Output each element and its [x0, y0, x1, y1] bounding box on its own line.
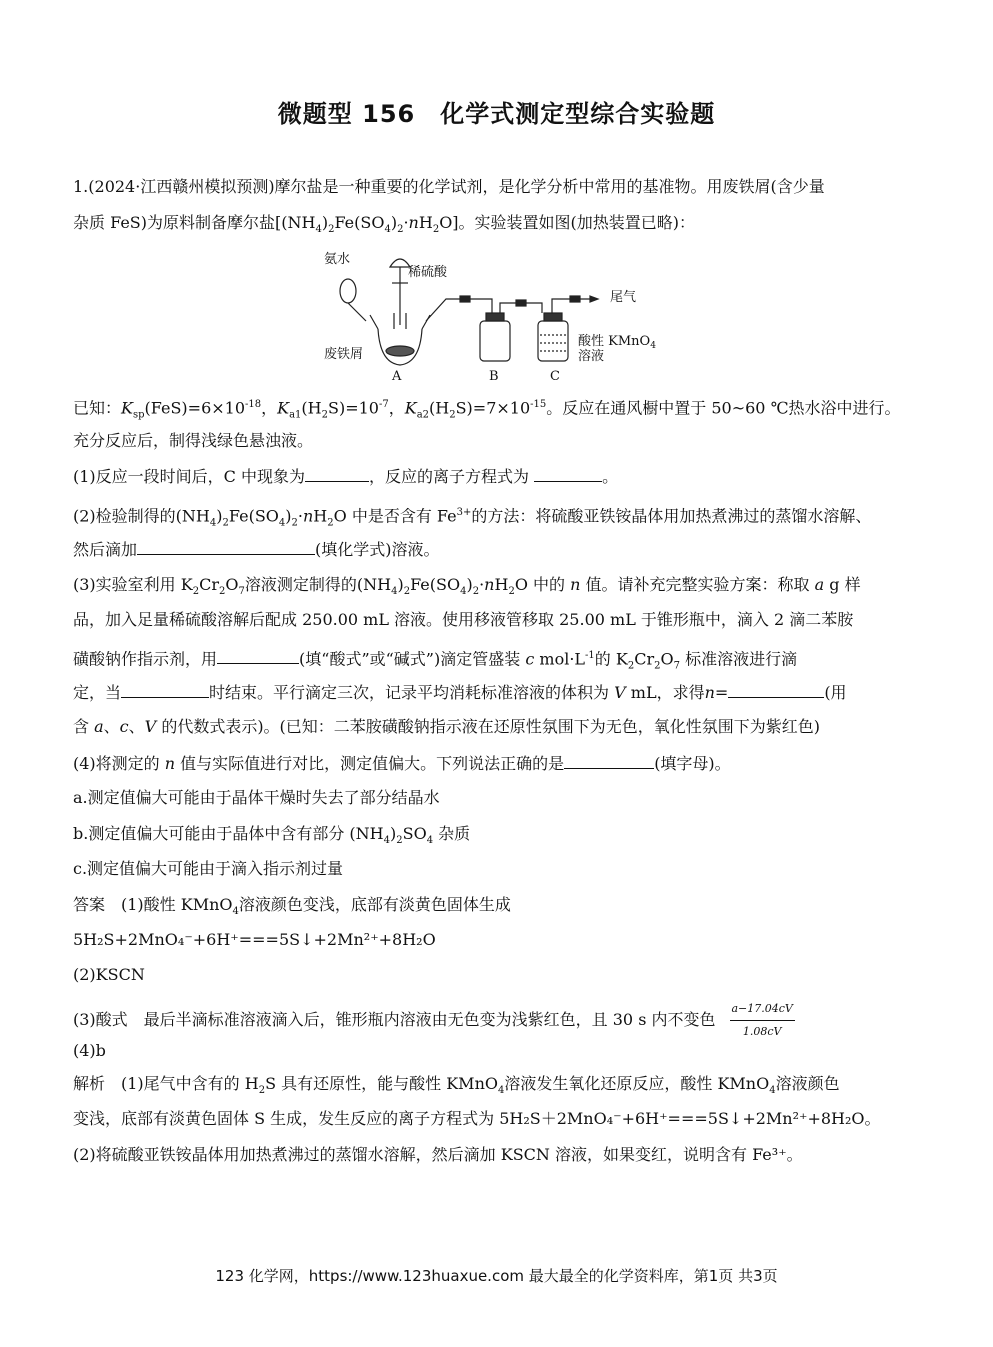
blank-3a[interactable] [217, 647, 299, 664]
part3-line4: 定，当 时结束。平行滴定三次，记录平均消耗标准溶液的体积为 V mL，求得n= (用 [73, 683, 847, 702]
blank-2[interactable] [137, 538, 315, 555]
apparatus-diagram [320, 243, 680, 388]
answer-line4: (3)酸式 最后半滴标准溶液滴入后，锥形瓶内溶液由无色变为浅紫红色，且 30 s 内不变色 $\frac{a-17.04cV}{1.08cV}$ [73, 998, 795, 1043]
part3-line2: 品，加入足量稀硫酸溶解后配成 250.00 mL 溶液。使用移液管移取 25.00 mL 于锥形瓶中，滴入 2 滴二苯胺 [73, 610, 854, 629]
fraction: $\frac{a-17.04cV}{1.08cV}$ [730, 998, 795, 1043]
part1: (1)反应一段时间后，C 中现象为 ，反应的离子方程式为 。 [73, 467, 619, 486]
label-solution: 溶液 [578, 349, 605, 364]
label-iron-scrap: 废铁屑 [324, 347, 364, 362]
option-a: a.测定值偏大可能由于晶体干燥时失去了部分结晶水 [73, 788, 440, 807]
answer-line2: 5H₂S+2MnO₄⁻+6H⁺===5S↓+2Mn²⁺+8H₂O [73, 930, 436, 949]
label-exhaust: 尾气 [610, 290, 637, 305]
blank-1a[interactable] [305, 465, 369, 482]
analysis-line3: (2)将硫酸亚铁铵晶体用加热煮沸过的蒸馏水溶解，然后滴加 KSCN 溶液，如果变红，说明含有 Fe³⁺。 [73, 1145, 803, 1164]
known-line1: 已知：$K_{sp}(FeS)=6\times 10^{-18}$，$K_{a1}(H_2S)=10^{-7}$，$K_{a2}(H_2S)=7\times 10^{-15}$。反应在通风橱中置于 50~60 ℃热水浴中进行。 [73, 398, 901, 421]
label-kmno4: 酸性 KMnO$_4$ [578, 334, 656, 351]
option-c: c.测定值偏大可能由于滴入指示剂过量 [73, 859, 344, 878]
answer-line3: (2)KSCN [73, 965, 145, 984]
q1-line2: 杂质 FeS)为原料制备摩尔盐$[(NH_4)_2Fe(SO_4)_2\cdot nH_2O]$。实验装置如图(加热装置已略)： [73, 213, 696, 236]
blank-3b[interactable] [121, 681, 209, 698]
part2-line2: 然后滴加 (填化学式)溶液。 [73, 540, 440, 559]
page-title: 微题型 156 化学式测定型综合实验题 [277, 100, 716, 128]
part2-line1: (2)检验制得的$(NH_4)_2Fe(SO_4)_2\cdot nH_2O$ 中是否含有 $Fe^{3+}$的方法：将硫酸亚铁铵晶体用加热煮沸过的蒸馏水溶解、 [73, 506, 872, 529]
label-dilute-acid: 稀硫酸 [408, 265, 448, 280]
analysis-line1: 解析 (1)尾气中含有的 $H_2S$ 具有还原性，能与酸性 KMnO$_4$溶液发生氧化还原反应，酸性 KMnO$_4$溶液颜色 [73, 1074, 840, 1097]
label-c: C [550, 369, 560, 384]
analysis-line2: 变浅，底部有淡黄色固体 S 生成，发生反应的离子方程式为 5H₂S＋2MnO₄⁻+6H⁺===5S↓+2Mn²⁺+8H₂O。 [73, 1109, 881, 1128]
answer-line5: (4)b [73, 1041, 106, 1060]
known-line2: 充分反应后，制得浅绿色悬浊液。 [73, 431, 314, 450]
blank-1b[interactable] [534, 465, 602, 482]
answer-line1: 答案 (1)酸性 KMnO$_4$溶液颜色变浅，底部有淡黄色固体生成 [73, 895, 511, 918]
blank-4[interactable] [564, 752, 654, 769]
option-b: b.测定值偏大可能由于晶体中含有部分 $(NH_4)_2SO_4$ 杂质 [73, 824, 471, 847]
label-b: B [489, 369, 499, 384]
part4: (4)将测定的 n 值与实际值进行对比，测定值偏大。下列说法正确的是 (填字母)。 [73, 754, 731, 773]
part3-line1: (3)实验室利用 $K_2Cr_2O_7$溶液测定制得的$(NH_4)_2Fe(SO_4)_2\cdot nH_2O$ 中的 n 值。请补充完整实验方案：称取 a g 样 [73, 575, 861, 598]
label-a: A [392, 369, 402, 384]
label-ammonia: 氨水 [324, 252, 351, 267]
q1-line1: 1.(2024·江西赣州模拟预测)摩尔盐是一种重要的化学试剂，是化学分析中常用的基准物。用废铁屑(含少量 [73, 177, 825, 196]
part3-line5: 含 a、c、V 的代数式表示)。(已知：二苯胺磺酸钠指示液在还原性氛围下为无色，氧化性氛围下为紫红色) [73, 717, 821, 736]
blank-3c[interactable] [728, 681, 824, 698]
page-footer: 123 化学网，https://www.123huaxue.com 最大最全的化学资料库，第1页 共3页 [215, 1267, 778, 1285]
part3-line3: 磺酸钠作指示剂，用 (填“酸式”或“碱式”)滴定管盛装 c $mol\cdot L^{-1}$的 $K_2Cr_2O_7$ 标准溶液进行滴 [73, 649, 798, 672]
